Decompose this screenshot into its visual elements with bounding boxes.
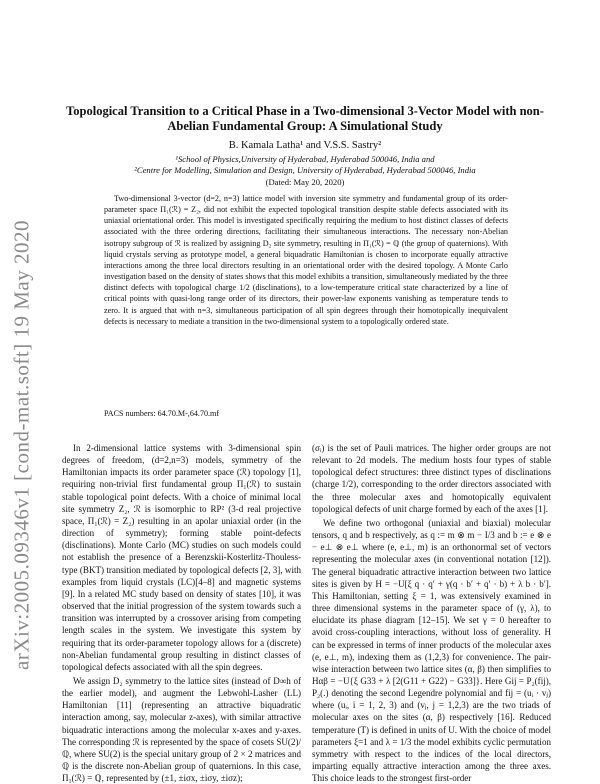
paragraph: We assign D₂ symmetry to the lattice sites (instead of D∞h of the earlier model), and augment the Lebwohl-Lasher (LL) Hamiltonian [11] (representing an attractive biquadratic interaction among, say, molecular z-axes), with similar attractive biquadratic interactions among the molecular x-axes and y-axes. The corresponding ℛ is represented by the space of cosets SU(2)/ℚ, where SU(2) is the special unitary group of 2 × 2 matrices and ℚ is the discrete non-Abelian group of quaternions. In this case, Π₁(ℛ) = ℚ, represented by (±1, ±iσx, ±iσy, ±iσz); (62, 675, 301, 784)
date-line: (Dated: May 20, 2020) (265, 177, 345, 187)
left-column (62, 442, 301, 784)
paragraph: (σᵢ) is the set of Pauli matrices. The higher order groups are not relevant to 2d models. The medium hosts four types of stable topological defect structures: three distinct types of disclinations (charge 1/2), corresponding to the order directors associated with the three molecular axes and homotopically equivalent topological defects of unit charge formed by each of the axes [1]. (312, 443, 551, 514)
paragraph: We define two orthogonal (uniaxial and biaxial) molecular tensors, q and b respectively, as q := m ⊗ m − I/3 and b := e ⊗ e − e⊥ ⊗ e⊥ where (e, e⊥, m) is an orthonormal set of vectors representing the molecular axes (in conventional notation [12]). The general biquadratic attractive interaction between two lattice sites is given by H = −U[ξ q · q′ + γ(q · b′ + q′ · b) + λ b · b′]. This Hamiltonian, setting ξ = 1, was extensively examined in three dimensional systems in the parameter space of (γ, λ), to elucidate its phase diagram [12–15]. We set γ = 0 hereafter to avoid cross-coupling interactions, without loss of generality. H can be expressed in terms of inner products of the molecular axes (e, e⊥, m), indexing them as (1,2,3) for convenience. The pair-wise interaction between two lattice sites (α, β) then simplifies to Hαβ = −U{ξ G33 + λ [2(G11 + G22) − G33]}. Here Gij = P₂(fij), P₂(.) denoting the second Legendre polynomial and fij = (uᵢ · vⱼ) where (uᵢ, i = 1, 2, 3) and (vⱼ, j = 1,2,3) are the two triads of molecular axes on the sites (α, β) respectively [16]. Reduced temperature (T) is defined in units of U. With the choice of model parameters ξ=1 and λ = 1/3 the model exhibits cyclic permutation symmetry with respect to the indices of the local directors, imparting equally attractive interaction among the three axes. This choice leads to the strongest first-order (312, 517, 551, 784)
right-column (312, 442, 551, 784)
authors: B. Kamala Latha¹ and V.S.S. Sastry² (228, 140, 382, 151)
abstract-text: Two-dimensional 3-vector (d=2, n=3) lattice model with inversion site symmetry and fundamental group of its order-parameter space Π₁(ℛ) = Z₂, did not exhibit the expected topological transition despite stable defects associated with its uniaxial orientational order. This model is investigated specifically requiring the medium to host distinct classes of defects associated with the three ordering directions, facilitating their simultaneous interactions. The necessary non-Abelian isotropy subgroup of ℛ is realized by assigning D₂ site symmetry, resulting in Π₁(ℛ) = ℚ (the group of quaternions). With liquid crystals serving as prototype model, a general biquadratic Hamiltonian is chosen to incorporate equally attractive interactions among the three local directors resulting in an orientational order with the desired topology. A Monte Carlo investigation based on the density of states shows that this model exhibits a transition, simultaneously mediated by the three distinct defects with topological charge 1/2 (disclinations), to a low-temperature critical state characterized by a line of critical points with quasi-long range order of its directors, their power-law exponents vanishing as temperature tends to zero. It is argued that with n=3, simultaneous participation of all spin degrees through their homotopically inequivalent defects is necessary to mediate a transition in the two-dimensional system to a topologically ordered state. (104, 194, 508, 326)
paragraph: In 2-dimensional lattice systems with 3-dimensional spin degrees of freedom, (d=2,n=3) models, symmetry of the Hamiltonian impacts its order parameter space (ℛ) topology [1], requiring non-trivial first fundamental group Π₁(ℛ) to sustain stable topological point defects. With a choice of minimal local site symmetry Z₂, ℛ is isomorphic to RP² (3-d real projective space, Π₁(ℛ) = Z₂) resulting in an apolar uniaxial order (in the direction of symmetry); forming stable point-defects (disclinations). Monte Carlo (MC) studies on such models could not establish the presence of a Berenzskii-Kosterlitz-Thouless-type (BKT) transition mediated by topological defects [2, 3], with examples from liquid crystals (LC)[4–8] and magnetic systems [9]. In a related MC study based on density of states [10], it was observed that the initial progression of the system towards such a transition was interrupted by a crossover arising from competing length scales in the system. We investigate this system by requiring that its order-parameter topology allows for a (discrete) non-Abelian fundamental group resulting in distinct classes of topological defects associated with all the spin degrees. (62, 443, 301, 672)
affiliation-2: ²Centre for Modelling, Simulation and Design, University of Hyderabad, Hyderabad 500046, India (134, 165, 476, 175)
paper-title: Topological Transition to a Critical Phase in a Two-dimensional 3-Vector Model with non-Abelian Fundamental Group: A Simulational Study (66, 104, 544, 133)
arxiv-stamp (8, 210, 36, 680)
arxiv-stamp-text: arXiv:2005.09346v1 [cond-mat.soft] 19 May 2020 (9, 220, 34, 670)
abstract (104, 193, 508, 327)
affiliation-1: ¹School of Physics,University of Hyderabad, Hyderabad 500046, India and (175, 154, 435, 164)
pacs-numbers: PACS numbers: 64.70.M-,64.70.mf (104, 409, 220, 418)
